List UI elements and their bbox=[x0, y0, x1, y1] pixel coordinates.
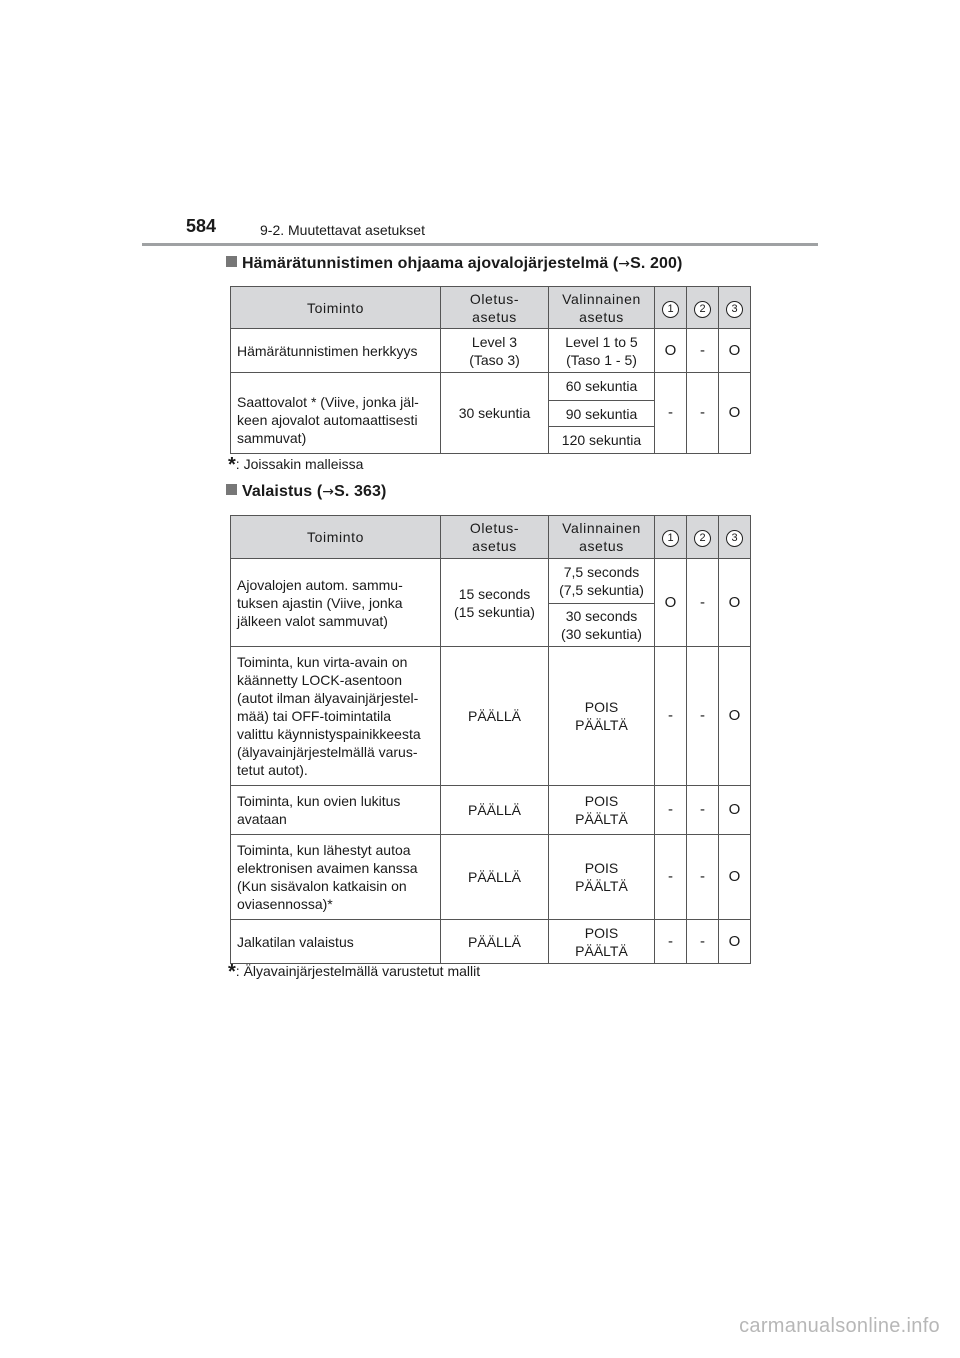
footnote-star: * bbox=[228, 454, 236, 476]
default-cell: PÄÄLLÄ bbox=[441, 786, 549, 835]
mark-cell: - bbox=[687, 786, 719, 835]
circled-1-icon: 1 bbox=[662, 530, 679, 547]
header-col3 bbox=[719, 516, 751, 559]
mark-cell: O bbox=[719, 835, 751, 920]
table-row bbox=[231, 835, 751, 920]
mark-cell: - bbox=[687, 835, 719, 920]
heading-text: Valaistus ( bbox=[242, 483, 323, 500]
mark-cell: - bbox=[687, 559, 719, 647]
footnote-star: * bbox=[228, 961, 236, 983]
mark-cell: O bbox=[719, 786, 751, 835]
table-row bbox=[231, 647, 751, 786]
default-cell: PÄÄLLÄ bbox=[441, 647, 549, 786]
option-cell: 60 sekuntia bbox=[549, 373, 655, 401]
mark-cell: O bbox=[655, 329, 687, 373]
option-cell: POIS PÄÄLTÄ bbox=[549, 647, 655, 786]
arrow-icon: → bbox=[322, 484, 335, 500]
table-row bbox=[231, 920, 751, 964]
footnote-text: : Joissakin malleissa bbox=[235, 456, 364, 472]
table-row bbox=[231, 786, 751, 835]
header-oletus: Oletus- asetus bbox=[441, 287, 549, 329]
table-row bbox=[231, 559, 751, 604]
mark-cell: - bbox=[687, 647, 719, 786]
function-cell: Hämärätunnistimen herkkyys bbox=[231, 329, 441, 373]
mark-cell: O bbox=[655, 559, 687, 647]
default-cell: PÄÄLLÄ bbox=[441, 920, 549, 964]
mark-cell: O bbox=[719, 559, 751, 647]
header-col1 bbox=[655, 516, 687, 559]
circled-3-icon: 3 bbox=[726, 301, 743, 318]
heading-text: Hämärätunnistimen ohjaama ajovalojärjestelmä ( bbox=[242, 255, 619, 272]
section2-heading bbox=[226, 483, 386, 501]
settings-table-2 bbox=[230, 515, 751, 964]
mark-cell: O bbox=[719, 329, 751, 373]
default-cell: PÄÄLLÄ bbox=[441, 835, 549, 920]
mark-cell: O bbox=[719, 373, 751, 454]
mark-cell: - bbox=[687, 373, 719, 454]
option-cell: POIS PÄÄLTÄ bbox=[549, 920, 655, 964]
default-cell: 15 seconds (15 sekuntia) bbox=[441, 559, 549, 647]
option-cell: 7,5 seconds (7,5 sekuntia) bbox=[549, 559, 655, 604]
header-toiminto: Toiminto bbox=[231, 287, 441, 329]
function-cell: Toiminta, kun lähestyt autoa elektronisen avaimen kanssa (Kun sisävalon katkaisin on oviasennossa)* bbox=[231, 835, 441, 920]
table-row bbox=[231, 373, 751, 401]
mark-cell: O bbox=[719, 647, 751, 786]
circled-3-icon: 3 bbox=[726, 530, 743, 547]
option-cell: POIS PÄÄLTÄ bbox=[549, 786, 655, 835]
mark-cell: - bbox=[655, 373, 687, 454]
square-bullet-icon bbox=[226, 484, 237, 495]
function-cell: Jalkatilan valaistus bbox=[231, 920, 441, 964]
mark-cell: - bbox=[687, 920, 719, 964]
default-cell: 30 sekuntia bbox=[441, 373, 549, 454]
header-toiminto: Toiminto bbox=[231, 516, 441, 559]
function-cell: Toiminta, kun ovien lukitus avataan bbox=[231, 786, 441, 835]
table-row bbox=[231, 329, 751, 373]
footnote-1 bbox=[228, 454, 363, 477]
mark-cell: - bbox=[655, 786, 687, 835]
footnote-2 bbox=[228, 961, 480, 984]
header-col1 bbox=[655, 287, 687, 329]
mark-cell: - bbox=[687, 329, 719, 373]
watermark: carmanualsonline.info bbox=[739, 1315, 940, 1337]
function-cell: Toiminta, kun virta-avain on käännetty LOCK-asentoon (autot ilman älyavainjärjestel- mää) tai OFF-toimintatila valittu käynnistyspainikkeesta (älyavainjärjestelmällä varus- tetut autot). bbox=[231, 647, 441, 786]
option-cell: POIS PÄÄLTÄ bbox=[549, 835, 655, 920]
arrow-icon: → bbox=[618, 256, 631, 272]
option-cell: Level 1 to 5 (Taso 1 - 5) bbox=[549, 329, 655, 373]
header-rule bbox=[142, 243, 818, 246]
square-bullet-icon bbox=[226, 256, 237, 267]
function-cell: Ajovalojen autom. sammu- tuksen ajastin (Viive, jonka jälkeen valot sammuvat) bbox=[231, 559, 441, 647]
mark-cell: - bbox=[655, 647, 687, 786]
section1-heading bbox=[226, 255, 682, 273]
header-oletus: Oletus- asetus bbox=[441, 516, 549, 559]
mark-cell: - bbox=[655, 920, 687, 964]
function-cell: Saattovalot * (Viive, jonka jäl- keen ajovalot automaattisesti sammuvat) bbox=[231, 373, 441, 454]
option-cell: 30 seconds (30 sekuntia) bbox=[549, 604, 655, 647]
option-cell: 120 sekuntia bbox=[549, 427, 655, 454]
section-header: 9-2. Muutettavat asetukset bbox=[260, 222, 425, 238]
header-col2 bbox=[687, 287, 719, 329]
mark-cell: O bbox=[719, 920, 751, 964]
header-col3 bbox=[719, 287, 751, 329]
option-cell: 90 sekuntia bbox=[549, 400, 655, 427]
page-reference-link[interactable]: S. 363) bbox=[334, 483, 387, 500]
mark-cell: - bbox=[655, 835, 687, 920]
page-number: 584 bbox=[186, 216, 217, 236]
header-col2 bbox=[687, 516, 719, 559]
header-valinnainen: Valinnainen asetus bbox=[549, 516, 655, 559]
circled-2-icon: 2 bbox=[694, 301, 711, 318]
default-cell: Level 3 (Taso 3) bbox=[441, 329, 549, 373]
settings-table-1 bbox=[230, 286, 751, 454]
page-reference-link[interactable]: S. 200) bbox=[630, 255, 683, 272]
circled-1-icon: 1 bbox=[662, 301, 679, 318]
footnote-text: : Älyavainjärjestelmällä varustetut mallit bbox=[235, 963, 481, 979]
circled-2-icon: 2 bbox=[694, 530, 711, 547]
header-valinnainen: Valinnainen asetus bbox=[549, 287, 655, 329]
